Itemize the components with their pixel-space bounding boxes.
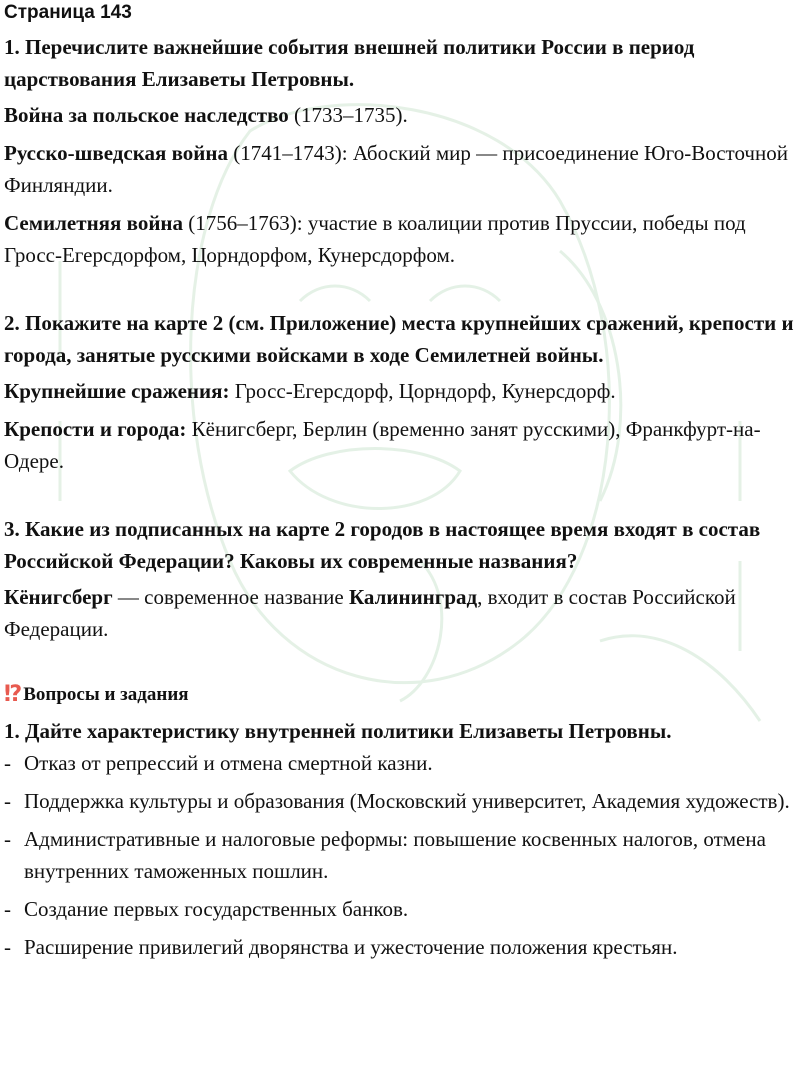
answer-text: , входит в состав Российской Федерации.: [4, 585, 736, 641]
task-1-answer-list: [4, 747, 800, 963]
answer-term: Русско-шведская война: [4, 141, 228, 165]
list-item: [4, 893, 800, 925]
dash-marker: -: [4, 751, 11, 775]
answer-item: [4, 137, 800, 201]
list-item: [4, 785, 800, 817]
answer-term: Крупнейшие сражения:: [4, 379, 230, 403]
dash-marker: -: [4, 935, 11, 959]
page-content: [0, 1, 800, 963]
answer-item: [4, 413, 800, 477]
exclamation-question-icon: ⁉: [4, 682, 21, 707]
answer-text: (1756–1763): участие в коалиции против Пруссии, победы под Гросс-Егерсдорфом, Цорндорфом, Кунерсдорфом.: [4, 211, 746, 267]
dash-marker: -: [4, 897, 11, 921]
question-3-text: 3. Какие из подписанных на карте 2 городов в настоящее время входят в состав Российской Федерации? Каковы их современные названия?: [4, 517, 761, 573]
question-2-text: 2. Покажите на карте 2 (см. Приложение) места крупнейших сражений, крепости и города, занятые русскими войсками в ходе Семилетней войны.: [4, 311, 794, 367]
answer-term: Калининград: [348, 585, 478, 609]
list-item-text: Отказ от репрессий и отмена смертной казни.: [24, 751, 433, 775]
answer-term: Семилетняя война: [4, 211, 184, 235]
dash-marker: -: [4, 789, 11, 813]
list-item-text: Административные и налоговые реформы: повышение косвенных налогов, отмена внутренних таможенных пошлин.: [24, 827, 766, 883]
list-item-text: Расширение привилегий дворянства и ужесточение положения крестьян.: [24, 935, 678, 959]
answer-item: [4, 375, 800, 407]
question-3-block: [4, 513, 800, 645]
tasks-heading-label: Вопросы и задания: [23, 684, 189, 705]
answer-text: (1741–1743): Абоский мир — присоединение Юго-Восточной Финляндии.: [4, 141, 788, 197]
list-item: [4, 823, 800, 887]
answer-item: [4, 581, 800, 645]
spacer: [4, 477, 800, 513]
answer-item: [4, 99, 800, 131]
answer-text: Кёнигсберг, Берлин (временно занят русскими), Франкфурт-на-Одере.: [4, 417, 761, 473]
tasks-heading: [4, 681, 800, 709]
spacer: [4, 271, 800, 307]
list-item: [4, 931, 800, 963]
question-2-block: [4, 307, 800, 477]
question-1-block: [4, 31, 800, 271]
answer-term: Война за польское наследство: [4, 103, 289, 127]
page-title: Страница 143: [4, 2, 132, 23]
answer-text: (1733–1735).: [288, 103, 408, 127]
list-item: [4, 747, 800, 779]
list-item-text: Создание первых государственных банков.: [24, 897, 409, 921]
question-1-text: 1. Перечислите важнейшие события внешней политики России в период царствования Елизаветы Петровны.: [4, 35, 695, 91]
answer-text: — современное название: [112, 585, 349, 609]
answer-text: Гросс-Егерсдорф, Цорндорф, Кунерсдорф.: [229, 379, 616, 403]
answer-term: Кёнигсберг: [4, 585, 113, 609]
list-item-text: Поддержка культуры и образования (Московский университет, Академия художеств).: [24, 789, 790, 813]
task-1-text: 1. Дайте характеристику внутренней политики Елизаветы Петровны.: [4, 719, 672, 743]
answer-term: Крепости и города:: [4, 417, 187, 441]
spacer: [4, 645, 800, 681]
tasks-block: [4, 715, 800, 963]
dash-marker: -: [4, 827, 11, 851]
answer-item: [4, 207, 800, 271]
